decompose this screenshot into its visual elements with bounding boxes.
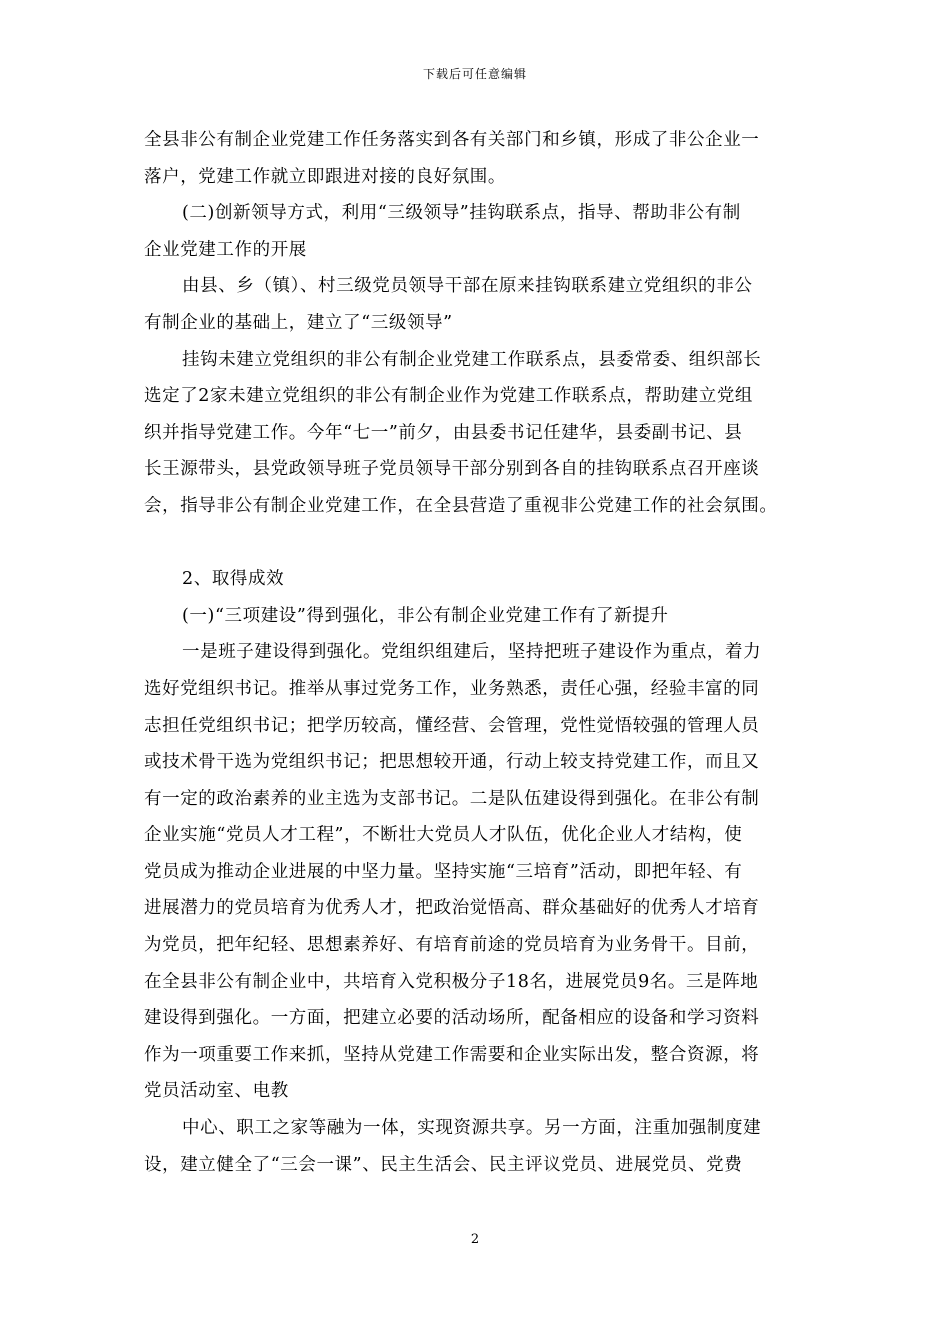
text-line: 织并指导党建工作。今年“七一”前夕，由县委书记任建华，县委副书记、县 — [144, 422, 743, 443]
section-heading: (二)创新领导方式，利用“三级领导”挂钩联系点，指导、帮助非公有制 — [182, 203, 741, 224]
text-line: 选定了2家未建立党组织的非公有制企业作为党建工作联系点，帮助建立党组 — [144, 386, 754, 407]
text-line: 进展潜力的党员培育为优秀人才，把政治觉悟高、群众基础好的优秀人才培育 — [144, 898, 760, 919]
text-line: 在全县非公有制企业中，共培育入党积极分子18名，进展党员9名。三是阵地 — [144, 971, 759, 992]
text-line: 选好党组织书记。推举从事过党务工作，业务熟悉，责任心强，经验丰富的同 — [144, 678, 760, 699]
section-heading: (一)“三项建设”得到强化，非公有制企业党建工作有了新提升 — [182, 605, 669, 626]
text-line: 落户，党建工作就立即跟进对接的良好氛围。 — [144, 166, 506, 187]
text-line: 设，建立健全了“三会一课”、民主生活会、民主评议党员、进展党员、党费 — [144, 1154, 743, 1175]
text-line: 会，指导非公有制企业党建工作，在全县营造了重视非公党建工作的社会氛围。 — [144, 495, 778, 516]
text-line: 企业党建工作的开展 — [144, 239, 307, 260]
text-line: 志担任党组织书记；把学历较高，懂经营、会管理，党性觉悟较强的管理人员 — [144, 715, 760, 736]
text-line: 党员成为推动企业进展的中坚力量。坚持实施“三培育”活动，即把年轻、有 — [144, 861, 743, 882]
text-line: 党员活动室、电教 — [144, 1081, 289, 1102]
page-header: 下载后可任意编辑 — [422, 67, 527, 81]
text-line: 有一定的政治素养的业主选为支部书记。二是队伍建设得到强化。在非公有制 — [144, 788, 760, 809]
page-number: 2 — [470, 1232, 480, 1247]
text-line: 为党员，把年纪轻、思想素养好、有培育前途的党员培育为业务骨干。目前， — [144, 935, 760, 956]
paragraph-start: 由县、乡（镇）、村三级党员领导干部在原来挂钩联系建立党组织的非公 — [182, 276, 753, 297]
text-line: 长王源带头，县党政领导班子党员领导干部分别到各自的挂钩联系点召开座谈 — [144, 459, 760, 480]
text-line: 或技术骨干选为党组织书记；把思想较开通，行动上较支持党建工作，而且又 — [144, 752, 760, 773]
text-line: 全县非公有制企业党建工作任务落实到各有关部门和乡镇，形成了非公企业一 — [144, 130, 760, 150]
text-line: 作为一项重要工作来抓，坚持从党建工作需要和企业实际出发，整合资源，将 — [144, 1044, 760, 1065]
text-line: 有制企业的基础上，建立了“三级领导” — [144, 312, 453, 333]
text-line: 建设得到强化。一方面，把建立必要的活动场所，配备相应的设备和学习资料 — [144, 1008, 760, 1029]
document-body — [144, 122, 814, 1183]
paragraph-gap — [144, 525, 814, 562]
paragraph-start: 中心、职工之家等融为一体，实现资源共享。另一方面，注重加强制度建 — [182, 1118, 762, 1139]
section-heading: 2、取得成效 — [182, 569, 285, 590]
text-line: 企业实施“党员人才工程”，不断壮大党员人才队伍，优化企业人才结构，使 — [144, 825, 743, 846]
paragraph-start: 挂钩未建立党组织的非公有制企业党建工作联系点，县委常委、组织部长 — [182, 349, 762, 370]
paragraph-start: 一是班子建设得到强化。党组织组建后，坚持把班子建设作为重点，着力 — [182, 642, 762, 663]
